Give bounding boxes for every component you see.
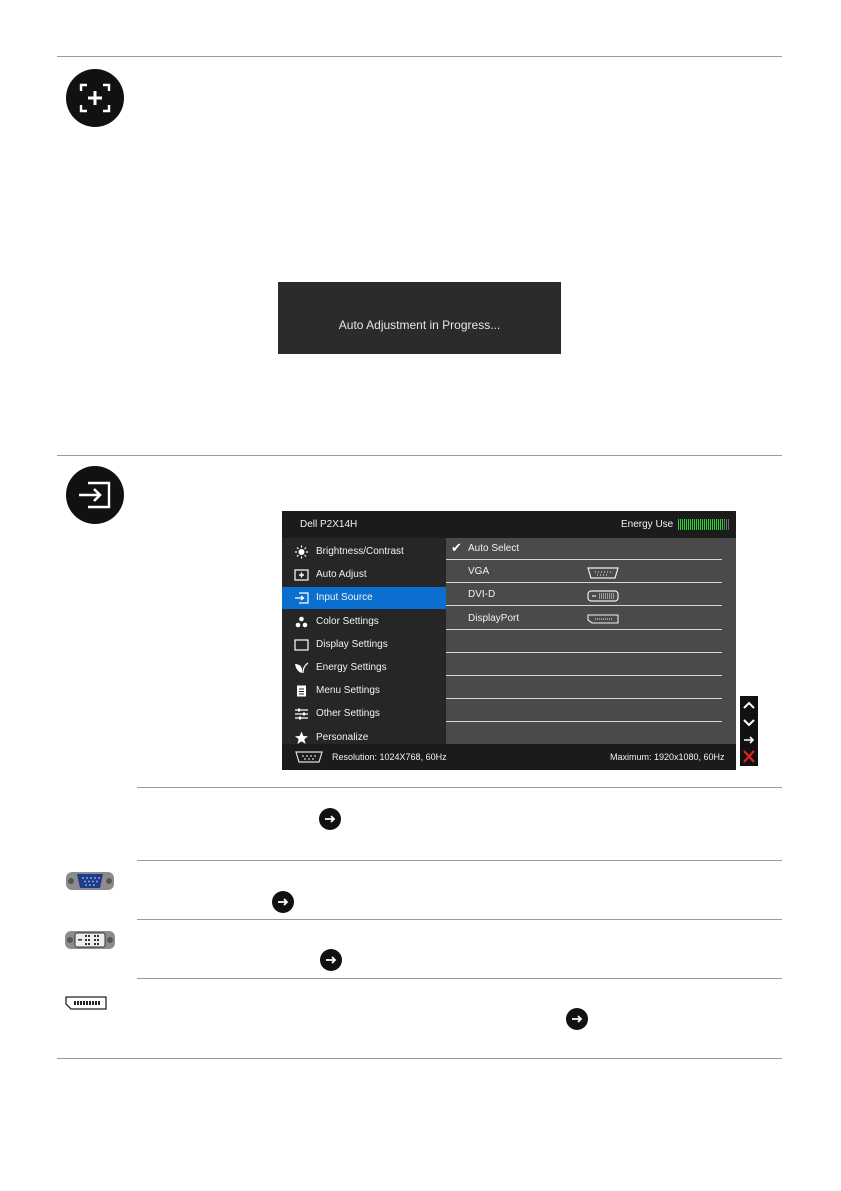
- osd-menu-list: [282, 538, 446, 744]
- osd-menu: [282, 511, 736, 770]
- osd-option-row[interactable]: [446, 677, 722, 699]
- energy-meter-segment: [718, 519, 719, 530]
- brightness-icon: [294, 545, 309, 559]
- checkmark-icon: ✔: [451, 540, 462, 555]
- osd-header: [282, 511, 736, 538]
- dvi-port-icon: [586, 590, 620, 605]
- energy-meter-segment: [710, 519, 711, 530]
- option-divider: [446, 559, 722, 560]
- input-source-icon: [294, 591, 309, 605]
- divider: [57, 56, 782, 57]
- energy-meter-segment: [706, 519, 707, 530]
- energy-meter-segment: [702, 519, 703, 530]
- divider: [57, 455, 782, 456]
- osd-menu-item[interactable]: [282, 634, 446, 656]
- energy-use-meter: [678, 519, 730, 530]
- dvi-connector-icon: [64, 929, 116, 956]
- osd-menu-item[interactable]: [282, 587, 446, 609]
- enter-arrow-icon: [566, 1008, 588, 1030]
- energy-meter-segment: [726, 519, 727, 530]
- energy-meter-segment: [692, 519, 693, 530]
- energy-meter-segment: [714, 519, 715, 530]
- osd-menu-item[interactable]: [282, 541, 446, 563]
- energy-meter-segment: [690, 519, 691, 530]
- option-divider: [446, 605, 722, 606]
- other-settings-icon: [294, 707, 309, 721]
- energy-meter-segment: [728, 519, 729, 530]
- osd-option-row[interactable]: [446, 654, 722, 676]
- display-settings-icon: [294, 638, 309, 652]
- energy-meter-segment: [720, 519, 721, 530]
- osd-footer: [282, 744, 736, 770]
- osd-menu-item[interactable]: [282, 657, 446, 679]
- enter-arrow-icon: [319, 808, 341, 830]
- auto-adjust-dialog: [278, 282, 561, 354]
- energy-meter-segment: [708, 519, 709, 530]
- energy-meter-segment: [700, 519, 701, 530]
- energy-meter-segment: [686, 519, 687, 530]
- energy-meter-segment: [680, 519, 681, 530]
- energy-meter-segment: [698, 519, 699, 530]
- osd-menu-item-label: Input Source: [316, 592, 373, 604]
- vga-connector-icon: [65, 870, 115, 897]
- osd-menu-item-label: Display Settings: [316, 638, 388, 650]
- displayport-icon: [586, 614, 620, 627]
- option-divider: [446, 629, 722, 630]
- osd-menu-item-label: Menu Settings: [316, 685, 380, 697]
- energy-meter-segment: [688, 519, 689, 530]
- osd-option-row[interactable]: [446, 584, 722, 606]
- osd-option-label: DisplayPort: [468, 612, 520, 624]
- energy-meter-segment: [724, 519, 725, 530]
- osd-menu-item-label: Energy Settings: [316, 662, 387, 673]
- up-icon[interactable]: [740, 697, 758, 714]
- divider: [137, 860, 782, 861]
- osd-menu-item-label: Color Settings: [316, 615, 379, 627]
- osd-option-row[interactable]: [446, 538, 722, 560]
- star-icon: [294, 731, 309, 745]
- osd-menu-item-label: Auto Adjust: [316, 569, 367, 581]
- osd-menu-item[interactable]: [282, 703, 446, 725]
- option-divider: [446, 675, 722, 676]
- osd-menu-item[interactable]: [282, 611, 446, 633]
- down-icon[interactable]: [740, 714, 758, 731]
- energy-meter-segment: [682, 519, 683, 530]
- input-source-icon: [66, 466, 124, 524]
- osd-option-row[interactable]: [446, 561, 722, 583]
- vga-port-icon: [586, 567, 620, 582]
- option-divider: [446, 582, 722, 583]
- osd-option-row[interactable]: [446, 631, 722, 653]
- divider: [137, 919, 782, 920]
- energy-settings-icon: [294, 661, 309, 675]
- divider: [137, 787, 782, 788]
- energy-meter-segment: [704, 519, 705, 530]
- option-divider: [446, 698, 722, 699]
- osd-nav-buttons: [740, 696, 758, 766]
- current-resolution: Resolution: 1024X768, 60Hz: [332, 752, 447, 762]
- osd-options-panel: [446, 538, 736, 744]
- osd-menu-item[interactable]: [282, 680, 446, 702]
- displayport-connector-icon: [65, 996, 107, 1015]
- osd-menu-item-label: Brightness/Contrast: [316, 546, 404, 557]
- close-icon[interactable]: [740, 748, 758, 765]
- color-settings-icon: [294, 615, 309, 629]
- vga-port-icon: [294, 751, 324, 765]
- menu-settings-icon: [294, 684, 309, 698]
- auto-adjust-icon: [66, 69, 124, 127]
- energy-meter-segment: [684, 519, 685, 530]
- auto-adjust-icon: [294, 568, 309, 582]
- enter-arrow-icon: [320, 949, 342, 971]
- osd-menu-item-label: Personalize: [316, 731, 369, 743]
- energy-meter-segment: [696, 519, 697, 530]
- osd-option-row[interactable]: [446, 700, 722, 722]
- osd-option-row[interactable]: [446, 608, 722, 630]
- auto-adjust-message: Auto Adjustment in Progress...: [338, 318, 501, 332]
- enter-icon[interactable]: [740, 731, 758, 748]
- osd-option-label: Auto Select: [468, 543, 520, 554]
- osd-option-label: VGA: [468, 566, 490, 578]
- energy-meter-segment: [712, 519, 713, 530]
- divider: [57, 1058, 782, 1059]
- option-divider: [446, 652, 722, 653]
- osd-menu-item-label: Other Settings: [316, 708, 380, 720]
- energy-meter-segment: [716, 519, 717, 530]
- energy-meter-segment: [694, 519, 695, 530]
- osd-title: Dell P2X14H: [300, 519, 358, 530]
- maximum-resolution: Maximum: 1920x1080, 60Hz: [610, 752, 725, 762]
- energy-meter-segment: [722, 519, 723, 530]
- energy-use-label: Energy Use: [621, 519, 674, 530]
- option-divider: [446, 721, 722, 722]
- enter-arrow-icon: [272, 891, 294, 913]
- osd-option-label: DVI-D: [468, 589, 496, 601]
- osd-menu-item[interactable]: [282, 564, 446, 586]
- divider: [137, 978, 782, 979]
- energy-meter-segment: [678, 519, 679, 530]
